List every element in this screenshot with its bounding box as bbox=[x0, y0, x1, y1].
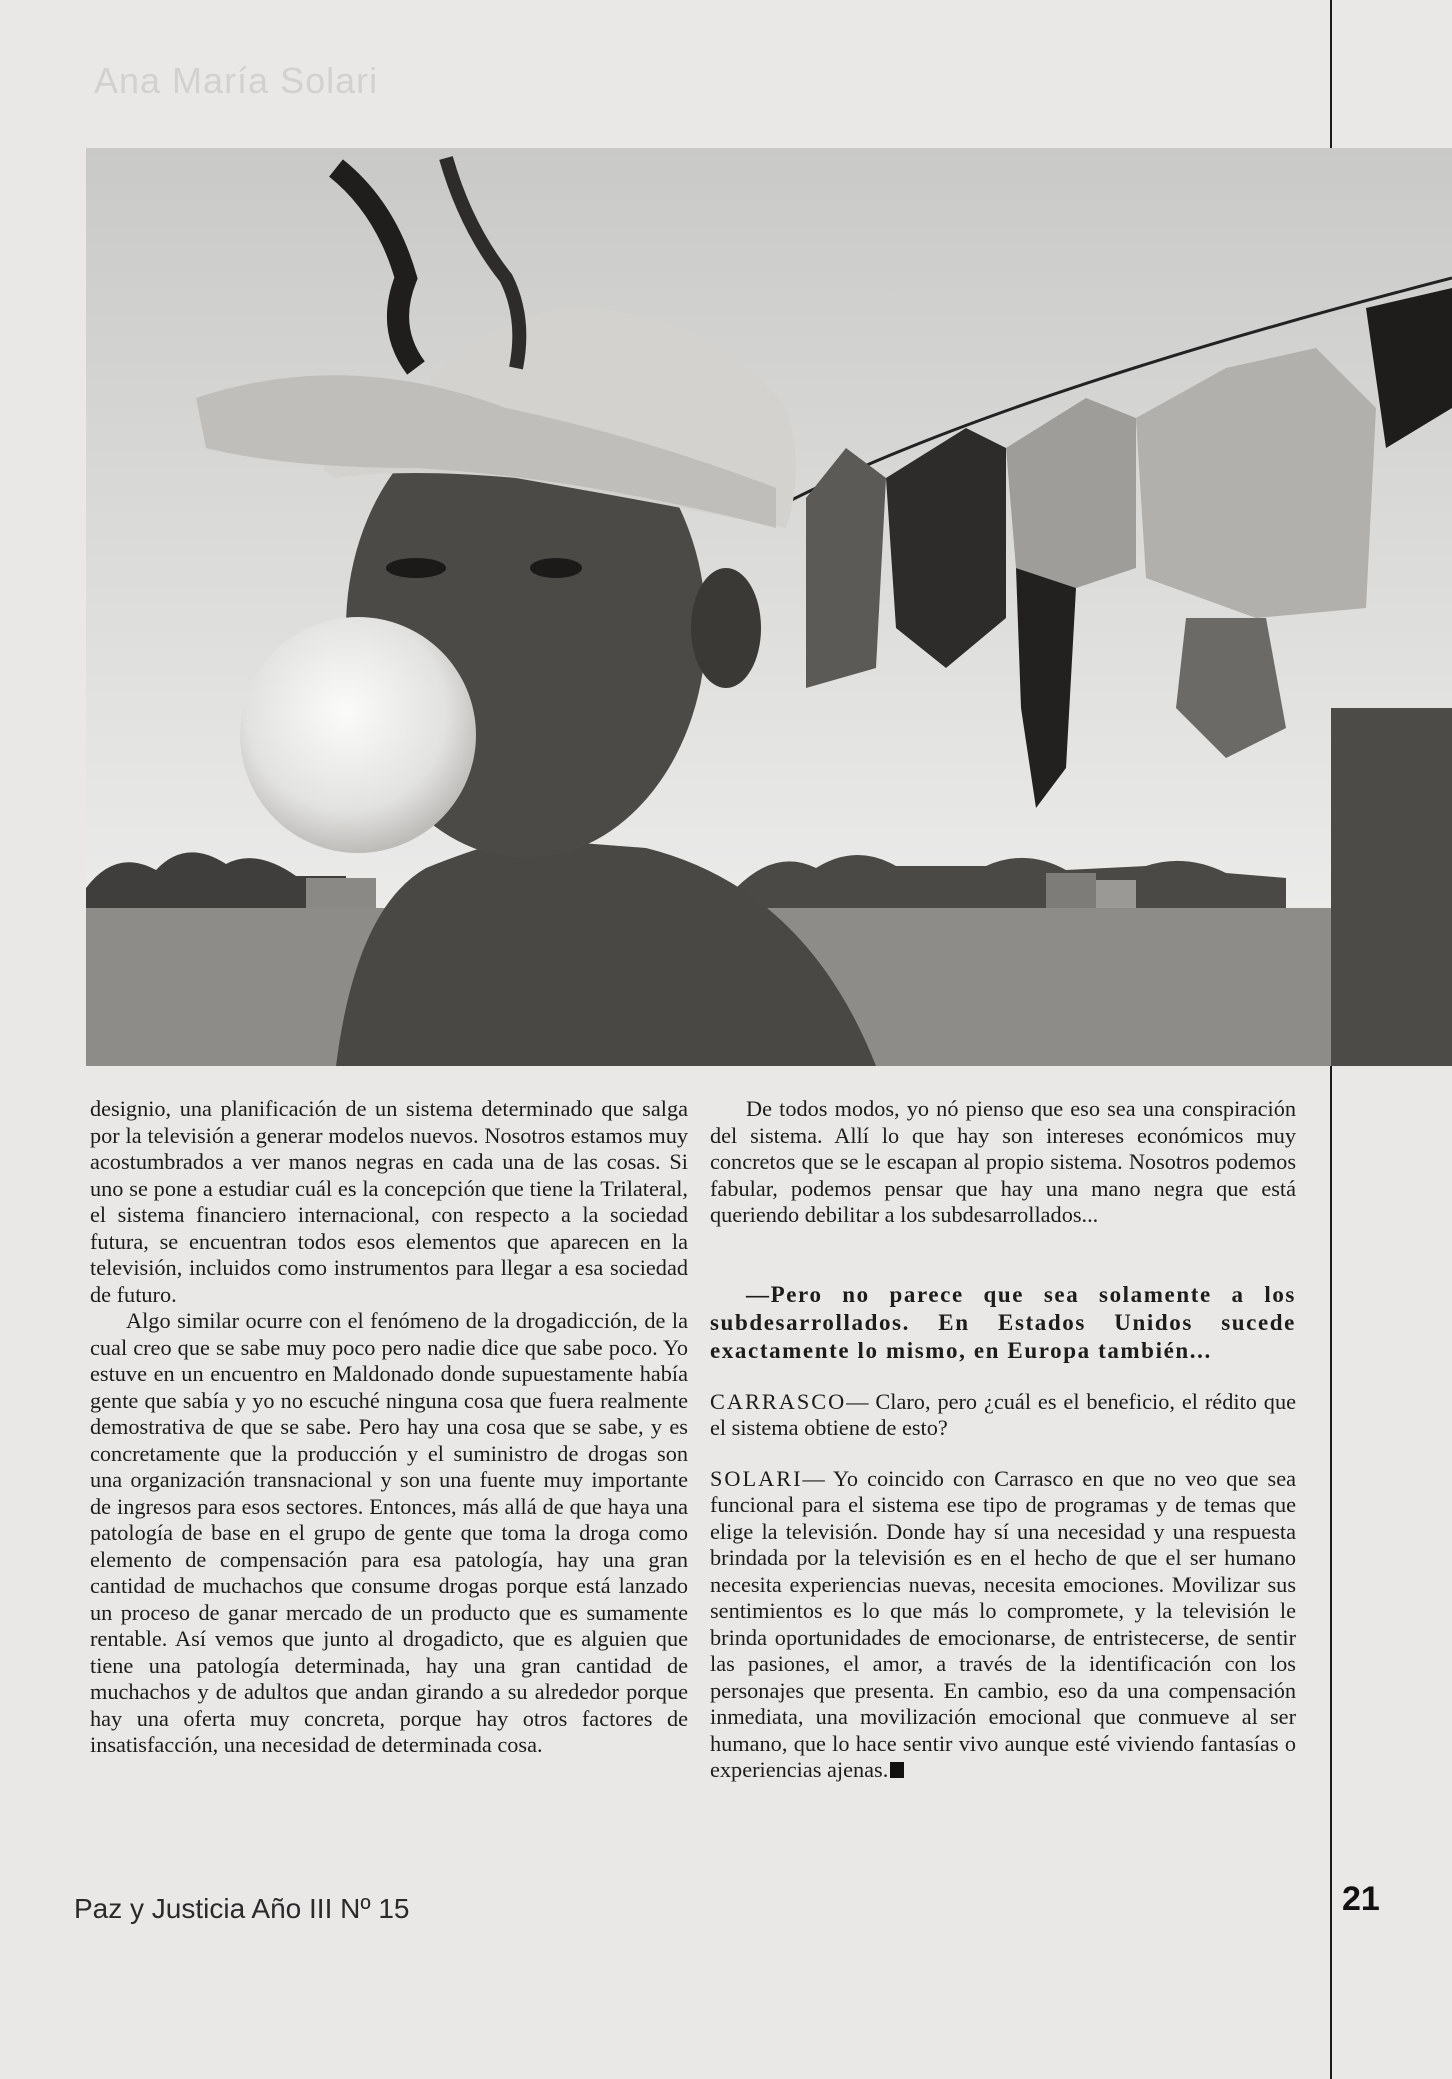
shack bbox=[1096, 880, 1136, 908]
hanging-cloth bbox=[806, 448, 886, 688]
left-paragraph-1: designio, una planificación de un sistema determinado que salga por la televisión a generar modelos nuevos. Nosotros estamos muy acostumbrados a ver manos negras en cada una de las cosas. Si uno se pone a estudiar cuál es la concepción que tiene la Trilateral, el sistema financiero internacional, con respecto a la sociedad futura, se encuentran todos esos elementos que aparecen en la televisión, incluidos como instrumentos para llegar a esa sociedad de futuro. bbox=[90, 1096, 688, 1307]
left-paragraph-2: Algo similar ocurre con el fenómeno de la drogadicción, de la cual creo que se sabe muy poco pero nadie dice que sabe poco. Yo estuve en un encuentro en Maldonado donde supuestamente había gente que sabía y yo no escuché ninguna cosa que fuera realmente demostrativa de que se sabe. Pero hay una cosa que se sabe, y es concretamente que la producción y el suministro de drogas son una organización transnacional y son una fuente muy importante de ingresos para esos sectores. Entonces, más allá de que haya una patología de base en el grupo de gente que toma la droga como elemento de compensación para esa patología, hay una gran cantidad de muchachos que consume drogas porque está lanzado un proceso de ganar mercado de un producto que es sumamente rentable. Así vemos que junto al drogadicto, que es alguien que tiene una patología determinada, hay una gran cantidad de muchachos y de adultos que andan girando a su alrededor porque hay una oferta muy concreta, porque hay otros factores de insatisfacción, una necesidad de determinada cosa. bbox=[90, 1308, 688, 1757]
boy-ear bbox=[691, 568, 761, 688]
bubble-gum-bubble bbox=[240, 617, 476, 853]
right-intro-paragraph: De todos modos, yo nó pienso que eso sea una conspiración del sistema. Allí lo que hay son intereses económicos muy concretos que se le escapan al propio sistema. Nosotros podemos fabular, podemos pensar que hay una mano negra que está queriendo debilitar a los subdesarrollados... bbox=[710, 1096, 1296, 1227]
solari-answer-text: — Yo coincido con Carrasco en que no veo que sea funcional para el sistema ese tipo de programas y de temas que elige la televisión. Donde hay sí una necesidad y una respuesta brindada por la televisión es en el hecho de que el ser humano necesita experiencias nuevas, necesita emociones. Movilizar sus sentimientos es lo que más lo compromete, y la televisión le brinda oportunidades de emocionarse, de entristecerse, de sentir las pasiones, el amor, a través de la identificación con los personajes que presenta. En cambio, eso da una compensación inmediata, una movilización emocional que conmueve al ser humano, que lo hace sentir vivo aunque esté viviendo fantasías o experiencias ajenas. bbox=[710, 1465, 1296, 1782]
publication-footer: Paz y Justicia Año III Nº 15 bbox=[74, 1893, 410, 1924]
page-number: 21 bbox=[1342, 1880, 1380, 1918]
speaker-solari: SOLARI bbox=[710, 1465, 803, 1491]
boy-eye bbox=[530, 558, 582, 578]
carrasco-answer bbox=[710, 1389, 1296, 1442]
photo-illustration bbox=[86, 148, 1452, 1066]
shack bbox=[306, 878, 376, 908]
interviewer-question: —Pero no parece que sea solamente a los subdesarrollados. En Estados Unidos sucede exactamente lo mismo, en Europa también... bbox=[710, 1281, 1296, 1363]
boy-eye bbox=[386, 558, 446, 578]
speaker-carrasco: CARRASCO bbox=[710, 1388, 847, 1414]
shack bbox=[1046, 873, 1096, 908]
left-column bbox=[90, 1096, 688, 1759]
ghost-author-text: Ana María Solari bbox=[94, 60, 379, 101]
solari-answer bbox=[710, 1466, 1296, 1784]
article-photo bbox=[86, 148, 1452, 1066]
wooden-post bbox=[1331, 708, 1452, 1066]
end-of-article-mark bbox=[890, 1762, 904, 1778]
carrasco-answer-text: — Claro, pero ¿cuál es el beneficio, el rédito que el sistema obtiene de esto? bbox=[710, 1388, 1296, 1440]
right-column bbox=[710, 1096, 1296, 1784]
